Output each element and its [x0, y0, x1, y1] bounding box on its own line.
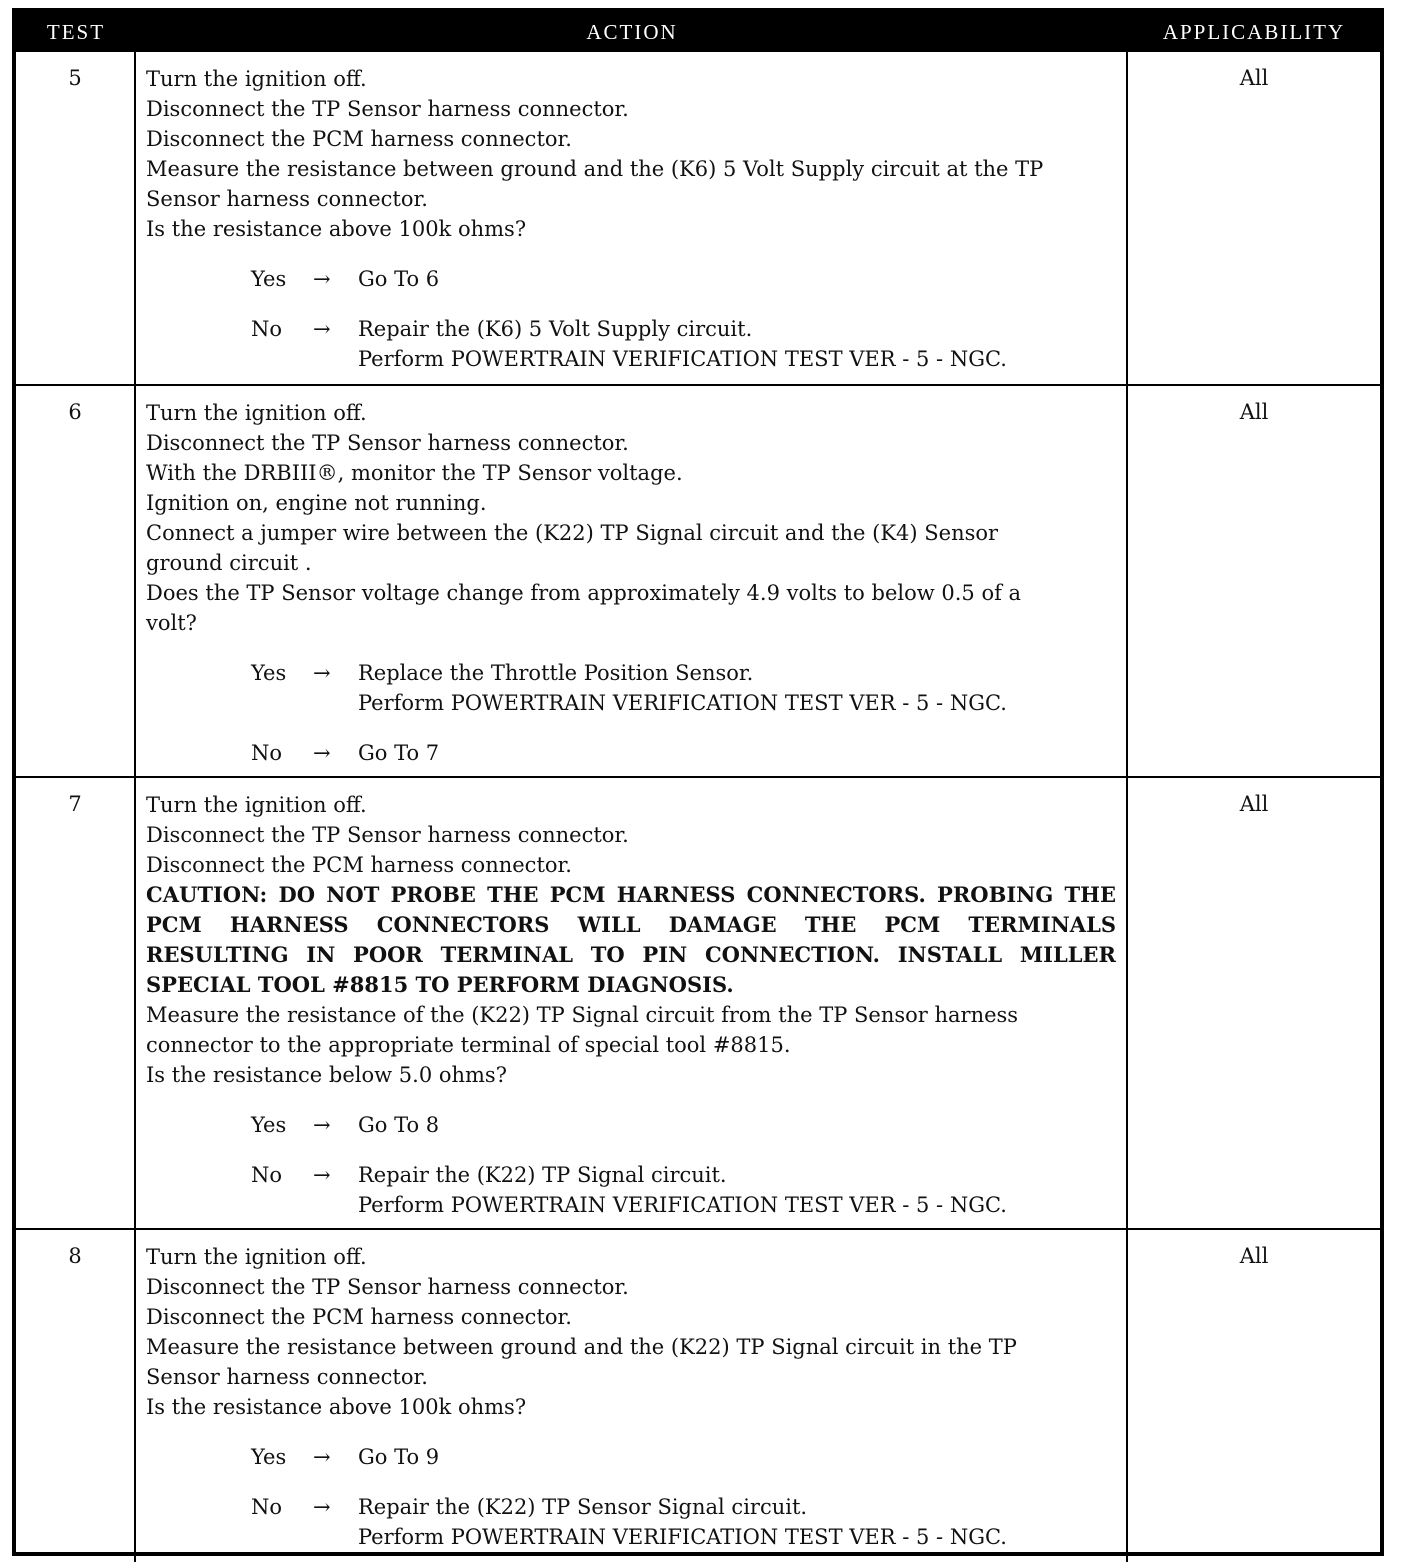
- arrow-right-icon: →: [313, 1113, 331, 1137]
- yes-branch: [251, 1442, 1116, 1472]
- test-number: 7: [16, 778, 136, 1228]
- branch-result: [358, 1160, 1116, 1220]
- yes-branch: [251, 1110, 1116, 1140]
- arrow-right-icon: →: [313, 317, 331, 341]
- table-row: [16, 1228, 1380, 1562]
- table-body: [16, 52, 1380, 1562]
- action-cell: [136, 386, 1128, 776]
- branch-result-line: Go To 8: [358, 1113, 440, 1137]
- branch-options: [146, 1442, 1116, 1552]
- action-line: Measure the resistance between ground and the (K6) 5 Volt Supply circuit at the TP: [146, 157, 1044, 181]
- branch-result: [358, 1442, 1116, 1472]
- arrow-right-icon: →: [313, 1163, 331, 1187]
- action-line: Does the TP Sensor voltage change from approximately 4.9 volts to below 0.5 of a: [146, 581, 1022, 605]
- action-line: Is the resistance below 5.0 ohms?: [146, 1063, 507, 1087]
- branch-label: Yes: [251, 661, 287, 685]
- branch-options: [146, 264, 1116, 374]
- arrow-right-icon: →: [313, 1495, 331, 1519]
- caution-text: CAUTION: DO NOT PROBE THE PCM HARNESS CONNECTORS. PROBING THE PCM HARNESS CONNECTORS WILL DAMAGE THE PCM TERMINALS RESULTING IN POOR TERMINAL TO PIN CONNECTION. INSTALL MILLER SPECIAL TOOL #8815 TO PERFORM DIAGNOSIS.: [146, 882, 1116, 997]
- arrow-right-icon: →: [313, 661, 331, 685]
- branch-label: No: [251, 317, 283, 341]
- header-action: ACTION: [586, 19, 678, 44]
- action-line: ground circuit .: [146, 551, 312, 575]
- action-cell: [136, 1230, 1128, 1562]
- branch-result-line: Replace the Throttle Position Sensor.: [358, 661, 754, 685]
- action-line: Turn the ignition off.: [146, 67, 367, 91]
- applicability: All: [1239, 66, 1269, 90]
- branch-result-line: Go To 9: [358, 1445, 440, 1469]
- table-row: [16, 384, 1380, 776]
- branch-label: Yes: [251, 1113, 287, 1137]
- branch-result: [358, 314, 1116, 374]
- action-line: Ignition on, engine not running.: [146, 491, 487, 515]
- branch-result-line: Perform POWERTRAIN VERIFICATION TEST VER - 5 - NGC.: [358, 691, 1007, 715]
- action-line: volt?: [146, 611, 197, 635]
- branch-label: No: [251, 741, 283, 765]
- action-line: Disconnect the PCM harness connector.: [146, 853, 572, 877]
- action-line: Disconnect the PCM harness connector.: [146, 1305, 572, 1329]
- branch-result-line: Go To 6: [358, 267, 440, 291]
- action-line: Measure the resistance of the (K22) TP Signal circuit from the TP Sensor harness: [146, 1003, 1019, 1027]
- test-number: 6: [16, 386, 136, 776]
- branch-label: Yes: [251, 1445, 287, 1469]
- branch-label: Yes: [251, 267, 287, 291]
- branch-result: [358, 1110, 1116, 1140]
- branch-options: [146, 658, 1116, 768]
- no-branch: [251, 1160, 1116, 1220]
- action-line: Is the resistance above 100k ohms?: [146, 1395, 527, 1419]
- action-line: Is the resistance above 100k ohms?: [146, 217, 527, 241]
- yes-branch: [251, 264, 1116, 294]
- no-branch: [251, 738, 1116, 768]
- diagnostic-test-table: [12, 8, 1384, 1556]
- branch-options: [146, 1110, 1116, 1220]
- action-line: Sensor harness connector.: [146, 187, 428, 211]
- branch-result-line: Perform POWERTRAIN VERIFICATION TEST VER - 5 - NGC.: [358, 1525, 1007, 1549]
- branch-result-line: Repair the (K6) 5 Volt Supply circuit.: [358, 317, 753, 341]
- action-line: Disconnect the PCM harness connector.: [146, 127, 572, 151]
- branch-result: [358, 1492, 1116, 1552]
- action-line: Turn the ignition off.: [146, 1245, 367, 1269]
- branch-result: [358, 738, 1116, 768]
- test-number: 8: [16, 1230, 136, 1562]
- action-line: Disconnect the TP Sensor harness connector.: [146, 823, 629, 847]
- table-row: [16, 776, 1380, 1228]
- action-line: Disconnect the TP Sensor harness connector.: [146, 97, 629, 121]
- action-line: Turn the ignition off.: [146, 793, 367, 817]
- action-line: connector to the appropriate terminal of special tool #8815.: [146, 1033, 791, 1057]
- applicability: All: [1239, 792, 1269, 816]
- action-cell: [136, 778, 1128, 1228]
- branch-result-line: Repair the (K22) TP Signal circuit.: [358, 1163, 727, 1187]
- applicability: All: [1239, 1244, 1269, 1268]
- action-line: Disconnect the TP Sensor harness connector.: [146, 431, 629, 455]
- action-line: Measure the resistance between ground and the (K22) TP Signal circuit in the TP: [146, 1335, 1017, 1359]
- no-branch: [251, 1492, 1116, 1552]
- action-line: Sensor harness connector.: [146, 1365, 428, 1389]
- arrow-right-icon: →: [313, 267, 331, 291]
- action-line: Disconnect the TP Sensor harness connector.: [146, 1275, 629, 1299]
- branch-result-line: Go To 7: [358, 741, 440, 765]
- arrow-right-icon: →: [313, 741, 331, 765]
- branch-result-line: Perform POWERTRAIN VERIFICATION TEST VER - 5 - NGC.: [358, 1193, 1007, 1217]
- no-branch: [251, 314, 1116, 374]
- branch-result: [358, 264, 1116, 294]
- header-applicability: APPLICABILITY: [1162, 19, 1346, 44]
- yes-branch: [251, 658, 1116, 718]
- branch-label: No: [251, 1163, 283, 1187]
- test-number: 5: [16, 52, 136, 384]
- branch-result-line: Repair the (K22) TP Sensor Signal circuit.: [358, 1495, 808, 1519]
- table-header: [16, 12, 1380, 52]
- branch-label: No: [251, 1495, 283, 1519]
- branch-result: [358, 658, 1116, 718]
- action-line: With the DRBIII®, monitor the TP Sensor voltage.: [146, 461, 683, 485]
- action-cell: [136, 52, 1128, 384]
- applicability: All: [1239, 400, 1269, 424]
- table-row: [16, 52, 1380, 384]
- action-line: Turn the ignition off.: [146, 401, 367, 425]
- branch-result-line: Perform POWERTRAIN VERIFICATION TEST VER - 5 - NGC.: [358, 347, 1007, 371]
- action-line: Connect a jumper wire between the (K22) TP Signal circuit and the (K4) Sensor: [146, 521, 999, 545]
- arrow-right-icon: →: [313, 1445, 331, 1469]
- header-test: TEST: [46, 19, 106, 44]
